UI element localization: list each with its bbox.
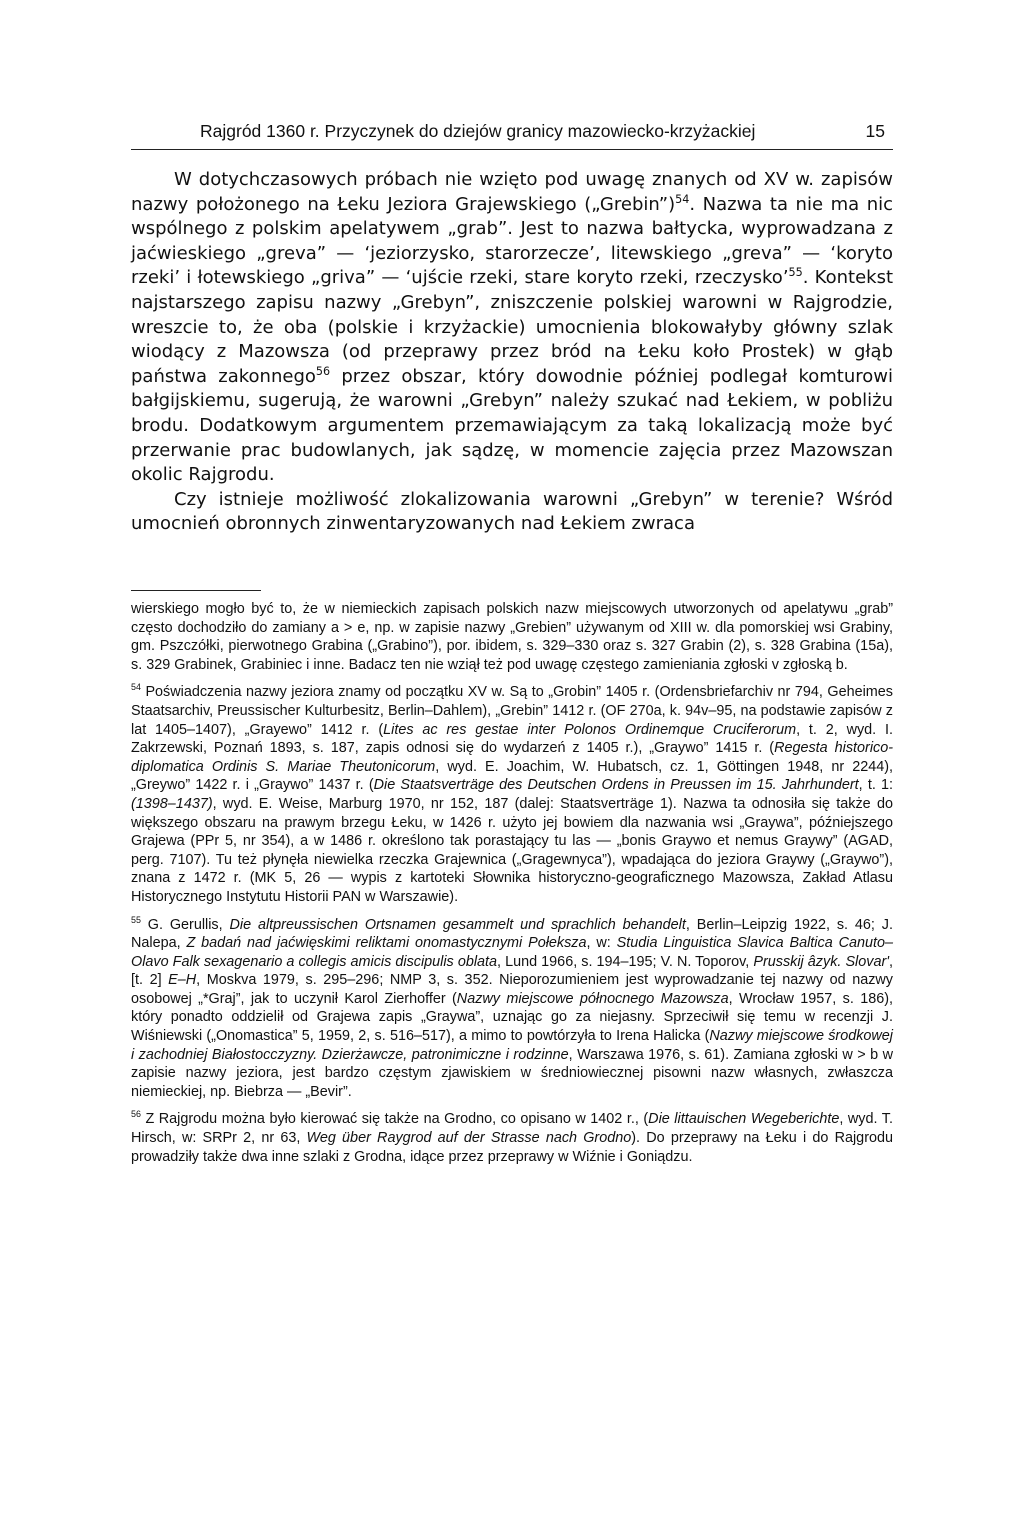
italic-title: E–H: [168, 972, 197, 989]
text-run: , Berlin–Leipzig 1922, s. 46; J. Nalepa,: [131, 916, 893, 952]
text-run: Z Rajgrodu można było kierować się także na Grodno, co opisano w 1402 r., (: [140, 1111, 649, 1128]
text-run: , wyd. E. Weise, Marburg 1970, nr 152, 187 (dalej: Staatsverträge 1). Nazwa ta odnosiła się także do większego obszaru na prawym brzegu Łeku, w 1426 r. użyto jej bowiem dla nazwania wsi „Graywa”, późniejszego Grajewa (PPr 5, nr 354), a w 1486 r. określono tak porastający tu las — „bonis Graywo et nemus Graywy” (AGAD, perg. 7107). Tu też płynęła niewielka rzeczka Grajewnica („Gragewnyca”), wpadająca do jeziora Graywy („Graywo”), znana z 1472 r. (MK 5, 26 — wypis z kartoteki Słownika historyczno-geograficznego Mazowsza, Zakład Atlasu Historycznego Instytutu Historii PAN w Warszawie).: [131, 795, 893, 905]
footnote-54: [131, 683, 893, 906]
italic-title: Nazwy miejscowe środkowej i zachodniej Białostocczyzny. Dzierżawcze, patronimiczne i rodzinne: [131, 1028, 894, 1063]
main-text: [131, 168, 893, 537]
italic-title: Die altpreussischen Ortsnamen gesammelt und sprachlich behandelt: [229, 916, 686, 933]
text-run: , wyd. E. Joachim, W. Hubatsch, cz. 1, Göttingen 1948, nr 2244), „Greywo” 1422 r. i „Graywo” 1437 r. (: [131, 758, 894, 794]
running-head-title: Rajgród 1360 r. Przyczynek do dziejów granicy mazowiecko-krzyżackiej: [200, 121, 756, 141]
text-run: W dotychczasowych próbach nie wzięto pod uwagę znanych od XV w. zapisów nazwy położonego na Łeku Jeziora Grajewskiego („Grebin”): [131, 169, 893, 215]
paragraph: [131, 168, 893, 488]
italic-title: Nazwy miejscowe północnego Mazowsza: [456, 990, 729, 1007]
text-run: , [t. 2]: [131, 953, 893, 989]
footnote-number: 56: [131, 1109, 141, 1120]
page-number: 15: [865, 121, 885, 141]
text-run: , Warszawa 1976, s. 61). Zamiana zgłoski w > b w zapisie nazwy jeziora, jest bardzo częstym zjawiskiem w średniowiecznej pisowni nazw własnych, zwłaszcza niemieckiej, np. Biebrza — „Bevir”.: [131, 1046, 893, 1100]
text-run: , t. 1:: [858, 777, 894, 794]
header-rule: [131, 149, 893, 150]
footnote-56: [131, 1110, 893, 1166]
italic-title: Prusskij âzyk. Slovar': [753, 953, 889, 970]
italic-title: Weg über Raygrod auf der Strasse nach Grodno: [306, 1130, 632, 1147]
text-run: , Moskva 1979, s. 295–296; NMP 3, s. 352. Nieporozumieniem jest wyprowadzanie tej nazwy od nazwy osobowej „*Graj”, jak to uczynił Karol Zierhoffer (: [131, 972, 893, 1007]
text-run: . Nazwa ta nie ma nic wspólnego z polskim apelatywem „grab”. Jest to nazwa bałtycka, wyprowadzana z jaćwieskiego „greva” — ‘jeziorzysko, starorzecze’, litewskiego „greva” — ‘koryto rzeki’ i łotewskiego „griva” — ‘ujście rzeki, stare koryto rzeki, rzeczysko’: [131, 193, 893, 289]
footnotes: [131, 600, 893, 1166]
text-run: Poświadczenia nazwy jeziora znamy od początku XV w. Są to „Grobin” 1405 r. (Ordensbriefarchiv nr 794, Geheimes Staatsarchiv, Preussischer Kulturbesitz, Berlin–Dahlem), „Grebin” 1412 r. (OF 270a, k. 94v–95, na podstawie zapisów z lat 1405–1407), „Grayewo” 1412 r. (: [131, 684, 893, 738]
paragraph: Czy istnieje możliwość zlokalizowania warowni „Grebyn” w terenie? Wśród umocnień obronnych zinwentaryzowanych nad Łekiem zwraca: [131, 488, 893, 535]
footnote-continued: wierskiego mogło być to, że w niemieckich zapisach polskich nazw miejscowych utworzonych od apelatywu „grab” często dochodziło do zamiany a > e, np. w zapisie nazwy „Grebien” używanym od XIII w. dla pomorskiej wsi Grabiny, gm. Pszczółki, pierwotnego Grabina („Grabino”), por. ibidem, s. 329–330 oraz s. 327 Grabin (2), s. 328 Grabina (15a), s. 329 Grabinek, Grabiniec i inne. Badacz ten nie wziął też pod uwagę częstego zamieniania zgłoski v zgłoską b.: [131, 601, 893, 673]
italic-title: Die littauischen Wegeberichte: [648, 1111, 840, 1128]
italic-title: Regesta historico-diplomatica Ordinis S. Mariae Theutonicorum: [131, 740, 894, 775]
italic-title: Lites ac res gestae inter Polonos Ordinemque Cruciferorum: [383, 721, 797, 738]
running-head: [200, 120, 893, 142]
footnote-number: 55: [131, 914, 141, 925]
footnote-rule: [131, 590, 261, 591]
footnote-55: [131, 916, 893, 1102]
text-run: przez obszar, który dowodnie później podlegał komturowi bałgijskiemu, sugerują, że warowni „Grebyn” należy szukać nad Łekiem, w pobliżu brodu. Dodatkowym argumentem przemawiającym za taką lokalizacją może być przerwanie prac budowlanych, jak sądzę, w momencie zajęcia przez Mazowszan okolic Rajgrodu.: [131, 365, 893, 486]
text-run: , Wrocław 1957, s. 186), który ponadto oddzielił od Grajewa zapis „Graywa”, uznając go za niejasny. Sprzeciwił się temu w recenzji J. Wiśniewski („Onomastica” 5, 1959, 2, s. 516–517), a mimo to powtórzyła to Irena Halicka (: [131, 990, 893, 1045]
text-run: , wyd. T. Hirsch, w: SRPr 2, nr 63,: [131, 1111, 893, 1147]
italic-title: Die Staatsverträge des Deutschen Ordens in Preussen im 15. Jahrhundert: [373, 777, 859, 794]
footnote-ref-56: 56: [315, 364, 331, 378]
text-run: . Kontekst najstarszego zapisu nazwy „Grebyn”, zniszczenie polskiej warowni w Rajgrodzie, wreszcie to, że oba (polskie i krzyżackie) umocnienia blokowałyby główny szlak wiodący z Mazowsza (od przeprawy przez bród na Łeku koło Prostek) w głąb państwa zakonnego: [131, 267, 894, 387]
footnote-ref-55: 55: [788, 266, 803, 280]
italic-title: (1398–1437): [131, 795, 213, 812]
italic-title: Studia Linguistica Slavica Baltica Canuto–Olavo Falk sexagenario a collegis amicis discipulis oblata: [131, 935, 893, 970]
footnote-ref-54: 54: [675, 192, 690, 206]
italic-title: Z badań nad jaćwięskimi reliktami onomastycznymi: [186, 935, 523, 952]
text-run: , Lund 1966, s. 194–195; V. N. Toporov,: [497, 953, 754, 970]
text-run: , w:: [586, 935, 617, 952]
footnote-number: 54: [131, 682, 141, 693]
text-run: , t. 2, wyd. I. Zakrzewski, Poznań 1893, s. 187, zapis odnosi się do wydarzeń z 1405 r.), „Graywo” 1415 r. (: [131, 721, 893, 757]
italic-title: Połeksza: [528, 935, 587, 952]
text-run: G. Gerullis,: [140, 916, 230, 933]
text-run: ). Do przeprawy na Łeku i do Rajgrodu prowadziły także dwa inne szlaki z Grodna, idące przez przeprawy w Wiźnie i Goniądzu.: [131, 1130, 893, 1165]
